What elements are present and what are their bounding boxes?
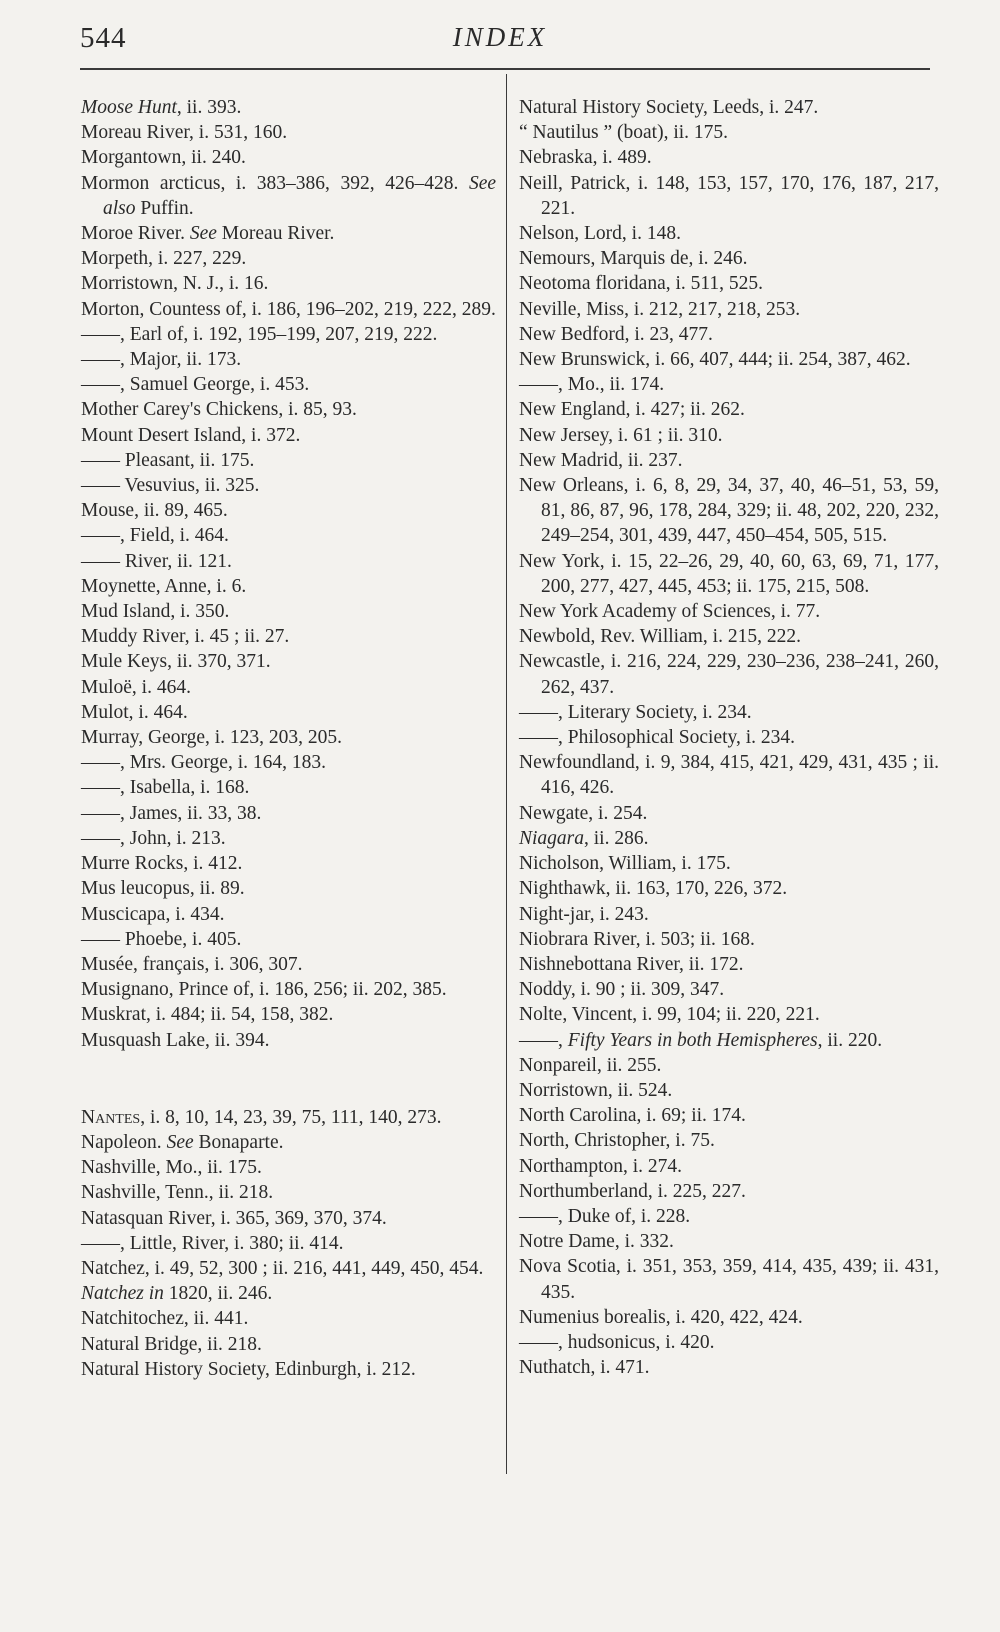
index-entry xyxy=(81,902,496,927)
index-entry-text: Mus leucopus, ii. 89. xyxy=(81,878,245,900)
index-entry xyxy=(519,297,939,322)
index-entry xyxy=(81,1130,496,1155)
index-entry xyxy=(519,952,939,977)
index-entry-text: Moroe River. xyxy=(81,223,190,245)
index-entry-text: Natural History Society, Edinburgh, i. 212. xyxy=(81,1358,416,1380)
index-entry xyxy=(519,1128,939,1153)
index-column-left xyxy=(81,95,496,1382)
index-entry xyxy=(81,775,496,800)
index-entry-text: Newfoundland, i. 9, 384, 415, 421, 429, 431, 435 ; ii. 416, 426. xyxy=(519,752,939,799)
index-entry xyxy=(81,95,496,120)
index-entry-text: Nova Scotia, i. 351, 353, 359, 414, 435, 439; ii. 431, 435. xyxy=(519,1256,939,1303)
index-entry-text: ——, Major, ii. 173. xyxy=(81,349,242,371)
index-entry xyxy=(81,145,496,170)
index-entry xyxy=(519,347,939,372)
index-entry-text: Nashville, Mo., ii. 175. xyxy=(81,1157,262,1179)
index-entry xyxy=(81,977,496,1002)
index-entry-text: Northampton, i. 274. xyxy=(519,1155,683,1177)
index-column-right xyxy=(519,95,939,1380)
index-entry xyxy=(81,448,496,473)
index-entry xyxy=(81,1002,496,1027)
index-entry-text: Fifty Years in both Hemispheres xyxy=(567,1029,818,1051)
index-entry xyxy=(519,322,939,347)
index-entry xyxy=(519,1330,939,1355)
index-entry-text: Mount Desert Island, i. 372. xyxy=(81,424,301,446)
index-entry-text: Puffin. xyxy=(135,197,194,219)
index-entry xyxy=(519,750,939,800)
index-entry xyxy=(81,498,496,523)
index-entry-text: Newgate, i. 254. xyxy=(519,802,648,824)
index-entry-text: ——, Literary Society, i. 234. xyxy=(519,701,752,723)
index-entry-text: Musignano, Prince of, i. 186, 256; ii. 202, 385. xyxy=(81,979,447,1001)
index-entry xyxy=(519,549,939,599)
index-entry xyxy=(81,826,496,851)
index-entry xyxy=(81,851,496,876)
index-entry-text: North, Christopher, i. 75. xyxy=(519,1130,715,1152)
index-entry xyxy=(519,624,939,649)
index-entry-text: Morristown, N. J., i. 16. xyxy=(81,273,269,295)
index-entry-text: Newcastle, i. 216, 224, 229, 230–236, 238–241, 260, 262, 437. xyxy=(519,651,939,698)
index-entry-text: Noddy, i. 90 ; ii. 309, 347. xyxy=(519,979,725,1001)
index-entry xyxy=(81,801,496,826)
index-entry-text: Natural Bridge, ii. 218. xyxy=(81,1333,262,1355)
index-entry xyxy=(519,1053,939,1078)
index-entry-text: Muskrat, i. 484; ii. 54, 158, 382. xyxy=(81,1004,334,1026)
index-entry-text: —— Phoebe, i. 405. xyxy=(81,928,242,950)
index-entry-text: Muloë, i. 464. xyxy=(81,676,191,698)
index-entry-text: —— Vesuvius, ii. 325. xyxy=(81,475,260,497)
index-entry xyxy=(81,397,496,422)
index-entry-text: Nolte, Vincent, i. 99, 104; ii. 220, 221. xyxy=(519,1004,820,1026)
index-entry xyxy=(519,372,939,397)
index-entry-text: Niagara xyxy=(519,827,585,849)
index-entry-text: Nantes xyxy=(81,1106,141,1128)
index-entry xyxy=(81,1206,496,1231)
index-entry-text: ——, xyxy=(519,1029,568,1051)
index-entry xyxy=(81,1231,496,1256)
index-entry xyxy=(81,549,496,574)
index-entry xyxy=(81,347,496,372)
index-entry xyxy=(519,448,939,473)
index-entry-text: New Orleans, i. 6, 8, 29, 34, 37, 40, 46–51, 53, 59, 81, 86, 87, 96, 178, 284, 329; ii. 48, 202, 220, 232, 249–254, 301, 439, 447, 450–454, 505, 515. xyxy=(519,475,939,547)
index-entry xyxy=(519,649,939,699)
index-entry xyxy=(81,624,496,649)
index-entry-text: Mouse, ii. 89, 465. xyxy=(81,500,228,522)
index-entry-text: ——, Isabella, i. 168. xyxy=(81,777,250,799)
index-entry xyxy=(81,171,496,221)
index-entry-text: Natural History Society, Leeds, i. 247. xyxy=(519,97,819,118)
index-entry xyxy=(519,826,939,851)
index-entry-text: Nelson, Lord, i. 148. xyxy=(519,223,681,245)
index-entry-text: New England, i. 427; ii. 262. xyxy=(519,399,745,421)
index-entry xyxy=(519,171,939,221)
index-entry-text: Natasquan River, i. 365, 369, 370, 374. xyxy=(81,1207,387,1229)
index-entry-text: ——, Duke of, i. 228. xyxy=(519,1205,691,1227)
index-entry xyxy=(81,297,496,322)
index-entry xyxy=(81,120,496,145)
index-entry-text: Newbold, Rev. William, i. 215, 222. xyxy=(519,626,801,648)
index-entry-text: ——, hudsonicus, i. 420. xyxy=(519,1331,715,1353)
index-entry-text: —— Pleasant, ii. 175. xyxy=(81,449,255,471)
index-entry xyxy=(519,851,939,876)
index-entry-text: Muscicapa, i. 434. xyxy=(81,903,225,925)
index-entry-text: Neill, Patrick, i. 148, 153, 157, 170, 176, 187, 217, 221. xyxy=(519,172,939,219)
index-entry-text: ——, Field, i. 464. xyxy=(81,525,229,547)
index-entry-text: Natchez in xyxy=(81,1283,164,1305)
index-entry xyxy=(81,952,496,977)
index-entry-text: New York Academy of Sciences, i. 77. xyxy=(519,601,821,623)
header-rule xyxy=(80,68,930,70)
index-entry-text: New Jersey, i. 61 ; ii. 310. xyxy=(519,424,723,446)
index-entry-text: Morpeth, i. 227, 229. xyxy=(81,248,247,270)
index-entry-text: Norristown, ii. 524. xyxy=(519,1079,673,1101)
index-entry-text: New Brunswick, i. 66, 407, 444; ii. 254, 387, 462. xyxy=(519,349,911,371)
index-entry-text: Mother Carey's Chickens, i. 85, 93. xyxy=(81,399,357,421)
running-head: INDEX xyxy=(452,22,548,52)
index-entry-text: See xyxy=(189,223,217,245)
index-entry-text: Nonpareil, ii. 255. xyxy=(519,1054,662,1076)
index-entry-text: Notre Dame, i. 332. xyxy=(519,1231,674,1253)
index-entry xyxy=(81,599,496,624)
index-entry xyxy=(519,599,939,624)
index-entry-text: 1820, ii. 246. xyxy=(163,1283,273,1305)
index-entry-text: Nicholson, William, i. 175. xyxy=(519,853,731,875)
index-entry xyxy=(81,574,496,599)
index-entry-text: Mormon arcticus, i. 383–386, 392, 426–428. xyxy=(81,172,469,194)
index-entry xyxy=(519,1078,939,1103)
index-entry xyxy=(519,1229,939,1254)
index-entry-text: Night-jar, i. 243. xyxy=(519,903,649,925)
index-entry xyxy=(519,120,939,145)
index-entry-text: Moreau River, i. 531, 160. xyxy=(81,122,288,144)
index-entry-text: Murray, George, i. 123, 203, 205. xyxy=(81,727,343,749)
index-entry xyxy=(519,700,939,725)
index-entry xyxy=(519,423,939,448)
index-entry xyxy=(519,902,939,927)
index-entry-text: New York, i. 15, 22–26, 29, 40, 60, 63, 69, 71, 177, 200, 277, 427, 445, 453; ii. 175, 215, 508. xyxy=(519,550,939,597)
index-entry-text: , ii. 286. xyxy=(584,827,649,849)
index-entry-text: ——, James, ii. 33, 38. xyxy=(81,802,262,824)
index-entry xyxy=(519,1028,939,1053)
index-entry xyxy=(519,801,939,826)
index-entry xyxy=(81,523,496,548)
index-entry xyxy=(519,725,939,750)
index-entry-text: Nashville, Tenn., ii. 218. xyxy=(81,1182,274,1204)
index-entry xyxy=(81,649,496,674)
index-entry xyxy=(81,725,496,750)
index-entry xyxy=(81,322,496,347)
index-entry xyxy=(81,1028,496,1053)
index-entry-text: See xyxy=(166,1131,194,1153)
column-divider xyxy=(506,74,507,1474)
index-entry xyxy=(81,423,496,448)
index-entry xyxy=(519,397,939,422)
index-entry-text: Nishnebottana River, ii. 172. xyxy=(519,953,744,975)
index-entry xyxy=(519,927,939,952)
index-entry xyxy=(519,271,939,296)
index-entry xyxy=(81,1306,496,1331)
index-entry-text: Morgantown, ii. 240. xyxy=(81,147,246,169)
index-entry-text: ——, Philosophical Society, i. 234. xyxy=(519,727,796,749)
index-entry xyxy=(81,927,496,952)
index-entry-text: Musée, français, i. 306, 307. xyxy=(81,953,303,975)
index-entry-text: New Bedford, i. 23, 477. xyxy=(519,323,713,345)
index-entry-text: Musquash Lake, ii. 394. xyxy=(81,1029,270,1051)
index-entry xyxy=(519,876,939,901)
index-entry-text: Nuthatch, i. 471. xyxy=(519,1357,650,1379)
index-entry xyxy=(81,1357,496,1382)
index-entry-text: Nighthawk, ii. 163, 170, 226, 372. xyxy=(519,878,788,900)
index-entry xyxy=(519,246,939,271)
index-entry-text: Natchitochez, ii. 441. xyxy=(81,1308,249,1330)
index-entry-text: Niobrara River, i. 503; ii. 168. xyxy=(519,928,755,950)
index-entry-text: Morton, Countess of, i. 186, 196–202, 219, 222, 289. xyxy=(81,298,496,320)
index-entry-text: Mule Keys, ii. 370, 371. xyxy=(81,651,271,673)
index-entry xyxy=(81,372,496,397)
index-entry-text: Nemours, Marquis de, i. 246. xyxy=(519,248,748,270)
index-entry xyxy=(81,876,496,901)
index-entry xyxy=(519,221,939,246)
index-entry-text: Mulot, i. 464. xyxy=(81,701,188,723)
index-entry-text: Natchez, i. 49, 52, 300 ; ii. 216, 441, 449, 450, 454. xyxy=(81,1257,484,1279)
index-entry-text: ——, Mrs. George, i. 164, 183. xyxy=(81,752,326,774)
index-entry xyxy=(519,1002,939,1027)
index-entry xyxy=(81,1332,496,1357)
index-entry xyxy=(519,1305,939,1330)
index-entry-text: , i. 8, 10, 14, 23, 39, 75, 111, 140, 273. xyxy=(140,1106,442,1128)
index-entry-text: Murre Rocks, i. 412. xyxy=(81,853,243,875)
index-entry-text: Mud Island, i. 350. xyxy=(81,601,230,623)
index-entry xyxy=(81,271,496,296)
index-entry-text: ——, John, i. 213. xyxy=(81,827,226,849)
index-entry xyxy=(81,750,496,775)
index-entry-text: ——, Mo., ii. 174. xyxy=(519,374,665,396)
index-entry xyxy=(519,1179,939,1204)
index-entry xyxy=(519,95,939,120)
index-entry-text: Numenius borealis, i. 420, 422, 424. xyxy=(519,1306,803,1328)
index-entry xyxy=(81,1105,496,1130)
index-entry-text: , ii. 393. xyxy=(176,97,242,118)
index-entry-text: ——, Samuel George, i. 453. xyxy=(81,374,310,396)
index-entry-text: Moynette, Anne, i. 6. xyxy=(81,575,247,597)
index-entry-text: North Carolina, i. 69; ii. 174. xyxy=(519,1105,746,1127)
index-entry xyxy=(519,1103,939,1128)
index-entry xyxy=(81,221,496,246)
index-entry xyxy=(81,1256,496,1281)
index-entry xyxy=(519,145,939,170)
index-entry xyxy=(519,1154,939,1179)
index-entry-text: —— River, ii. 121. xyxy=(81,550,232,572)
index-entry-text: Napoleon. xyxy=(81,1131,167,1153)
index-entry-text: Moose Hunt xyxy=(81,97,177,118)
index-entry-text: “ Nautilus ” (boat), ii. 175. xyxy=(519,122,729,144)
index-entry-text: ——, Little, River, i. 380; ii. 414. xyxy=(81,1232,344,1254)
index-entry xyxy=(81,1155,496,1180)
index-entry xyxy=(81,1281,496,1306)
index-entry xyxy=(81,473,496,498)
index-entry xyxy=(81,1180,496,1205)
index-entry xyxy=(519,473,939,549)
index-entry-text: ——, Earl of, i. 192, 195–199, 207, 219, 222. xyxy=(81,323,438,345)
index-entry xyxy=(81,700,496,725)
index-entry-text: Moreau River. xyxy=(216,223,335,245)
index-entry-text: Neville, Miss, i. 212, 217, 218, 253. xyxy=(519,298,801,320)
index-entry-text: Bonaparte. xyxy=(193,1131,284,1153)
index-entry xyxy=(519,1254,939,1304)
index-entry-text: New Madrid, ii. 237. xyxy=(519,449,683,471)
index-entry-text: Neotoma floridana, i. 511, 525. xyxy=(519,273,764,295)
index-entry xyxy=(519,977,939,1002)
index-entry-text: Northumberland, i. 225, 227. xyxy=(519,1180,746,1202)
index-entry xyxy=(81,246,496,271)
index-entry-text: See also xyxy=(103,172,496,219)
letter-section-gap xyxy=(81,1053,496,1105)
index-entry-text: , ii. 220. xyxy=(817,1029,883,1051)
index-entry xyxy=(519,1204,939,1229)
index-entry-text: Muddy River, i. 45 ; ii. 27. xyxy=(81,626,290,648)
index-entry xyxy=(519,1355,939,1380)
index-entry xyxy=(81,675,496,700)
page-number: 544 xyxy=(80,22,127,54)
index-entry-text: Nebraska, i. 489. xyxy=(519,147,652,169)
